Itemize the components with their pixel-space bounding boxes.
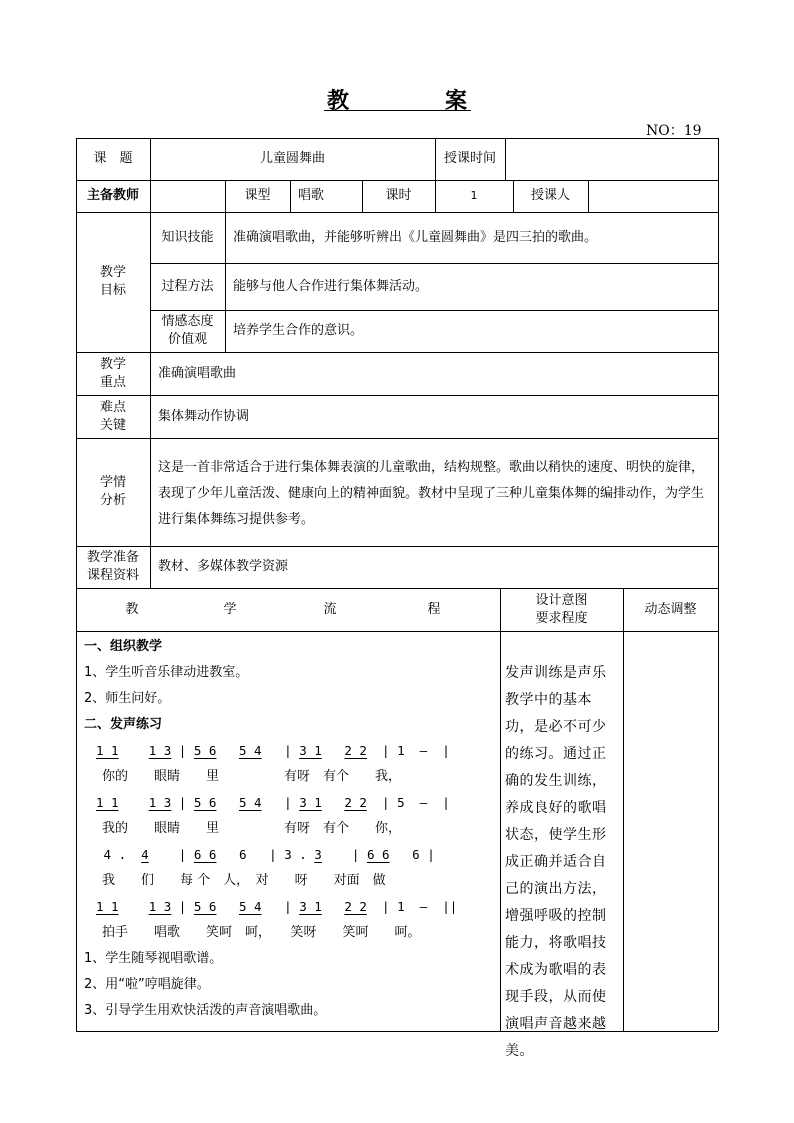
difficulty-label xyxy=(76,395,150,438)
note-group: 4 . xyxy=(103,847,127,862)
table-border-bottom xyxy=(76,1031,718,1032)
dynamic-adjust-header: 动态调整 xyxy=(644,601,697,617)
lesson-number: NO：19 xyxy=(646,123,702,139)
title-left: 教 xyxy=(326,88,349,114)
difficulty-label-line1: 难点 xyxy=(99,399,126,415)
type-value: 唱歌 xyxy=(298,188,325,203)
topic-label: 课 题 xyxy=(93,151,133,166)
preparation-label-line1: 教学准备 xyxy=(86,550,139,565)
process-content xyxy=(78,634,496,1024)
lyric-line: 我 们 每 个 人， 对 呀 对面 做 xyxy=(102,873,386,888)
note-group: 1 1 xyxy=(96,899,119,914)
time-label: 授课时间 xyxy=(443,151,496,166)
note-group: 1 3 xyxy=(148,899,172,914)
emotion-label xyxy=(150,310,225,352)
step-line: 1、学生听音乐律动进教室。 xyxy=(84,665,249,680)
note-group: 5 6 xyxy=(193,795,217,810)
note-group: 6 6 xyxy=(193,847,217,862)
note-group: 1 3 xyxy=(148,743,172,758)
hours-value: 1 xyxy=(470,189,478,202)
analysis-label-line2: 分析 xyxy=(99,493,126,508)
note-group: 5 4 xyxy=(239,899,262,914)
note-group: 3 . xyxy=(284,847,307,862)
note-group: 5 6 xyxy=(193,743,217,758)
title-underline xyxy=(324,110,471,111)
note-group: 3 1 xyxy=(299,899,322,914)
lecturer-value xyxy=(588,180,718,212)
preparation-label xyxy=(76,546,150,588)
barline: || xyxy=(442,899,458,914)
note-group: 5 6 xyxy=(193,899,217,914)
note-group: 3 1 xyxy=(299,795,322,810)
key-point-value: 准确演唱歌曲 xyxy=(158,365,237,381)
teacher-value xyxy=(150,180,225,212)
process-value: 能够与他人合作进行集体舞活动。 xyxy=(233,278,429,294)
lyric-line: 你的 眼睛 里 有呀 有个 我， xyxy=(102,769,402,784)
step-line: 1、学生随琴视唱歌谱。 xyxy=(84,951,223,966)
section-heading: 一、组织教学 xyxy=(84,639,163,654)
preparation-label-line2: 课程资料 xyxy=(86,568,139,583)
time-value xyxy=(505,138,718,180)
design-intent-line1: 设计意图 xyxy=(535,592,588,608)
step-line: 3、引导学生用欢快活泼的声音演唱歌曲。 xyxy=(84,1003,327,1018)
note-group: 5 4 xyxy=(239,743,262,758)
process-header-c4: 程 xyxy=(427,601,441,617)
design-intent-line2: 要求程度 xyxy=(535,610,588,626)
process-header-c3: 流 xyxy=(323,601,337,617)
step-line: 2、师生问好。 xyxy=(84,691,171,706)
note-group: 4 xyxy=(141,847,149,862)
knowledge-label: 知识技能 xyxy=(161,229,214,245)
lyric-line: 拍手 唱歌 笑呵 呵， 笑呀 笑呵 呵。 xyxy=(102,925,421,940)
note-group: 2 2 xyxy=(344,795,367,810)
analysis-label-line1: 学情 xyxy=(99,475,126,490)
notation-line: 1 1 1 3 | 5 6 5 4 | 3 1 2 2 | 1 – || xyxy=(96,899,458,914)
note-group: 3 1 xyxy=(299,743,322,758)
objectives-label xyxy=(76,212,150,352)
topic-value: 儿童圆舞曲 xyxy=(259,151,325,166)
note-group: 1 3 xyxy=(148,795,172,810)
notation-line: 1 1 1 3 | 5 6 5 4 | 3 1 2 2 | 1 – | xyxy=(96,743,450,758)
title-right: 案 xyxy=(445,88,468,114)
objectives-label-line1: 教学 xyxy=(99,265,126,280)
emotion-label-line1: 情感态度 xyxy=(161,314,214,329)
type-label: 课型 xyxy=(244,188,271,203)
design-intent-header xyxy=(500,588,623,631)
note-group: 6 xyxy=(239,847,247,862)
lyric-line: 我的 眼睛 里 有呀 有个 你， xyxy=(102,821,402,836)
note-group: 6 xyxy=(412,847,420,862)
key-point-label xyxy=(76,352,150,395)
col-divider xyxy=(623,588,624,1031)
note-group: 1 – xyxy=(397,743,428,758)
section-heading: 二、发声练习 xyxy=(84,717,163,732)
teacher-label: 主备教师 xyxy=(86,188,139,203)
notation-line: 1 1 1 3 | 5 6 5 4 | 3 1 2 2 | 5 – | xyxy=(96,795,450,810)
difficulty-label-line2: 关键 xyxy=(99,417,126,433)
process-label: 过程方法 xyxy=(161,278,214,294)
hours-label: 课时 xyxy=(385,188,412,203)
note-group: 1 1 xyxy=(96,743,119,758)
col-divider xyxy=(500,588,501,1031)
key-point-label-line1: 教学 xyxy=(99,356,126,372)
note-group: 1 – xyxy=(397,899,428,914)
analysis-text: 这是一首非常适合于进行集体舞表演的儿童歌曲，结构规整。歌曲以稍快的速度、明快的旋律，表现了少年儿童活泼、健康向上的精神面貌。教材中呈现了三种儿童集体舞的编排动作，为学生进行集体舞练习提供参考。 xyxy=(158,460,705,527)
design-intent-text: 发声训练是声乐教学中的基本功，是必不可少的练习。通过正确的发生训练，养成良好的歌唱状态，使学生形成正确并适合自己的演出方法，增强呼吸的控制能力，将歌唱技术成为歌唱的表现手段，从而使演唱声音越来越美。 xyxy=(505,665,607,1059)
analysis-label xyxy=(76,438,150,546)
notation-line: 4 . 4 | 6 6 6 | 3 . 3 | 6 6 6 | xyxy=(103,847,435,862)
barline: | xyxy=(442,743,450,758)
lecturer-label: 授课人 xyxy=(530,188,570,203)
row-divider xyxy=(76,631,718,632)
objectives-label-line2: 目标 xyxy=(99,283,126,298)
table-border-right xyxy=(718,138,719,1031)
emotion-label-line2: 价值观 xyxy=(167,332,207,347)
note-group: 2 2 xyxy=(344,743,367,758)
knowledge-value: 准确演唱歌曲，并能够听辨出《儿童圆舞曲》是四三拍的歌曲。 xyxy=(233,229,598,245)
row-divider xyxy=(76,438,718,439)
note-group: 1 1 xyxy=(96,795,119,810)
note-group: 3 xyxy=(314,847,322,862)
note-group: 2 2 xyxy=(344,899,367,914)
key-point-label-line2: 重点 xyxy=(99,374,126,390)
emotion-value: 培养学生合作的意识。 xyxy=(233,323,364,338)
note-group: 6 6 xyxy=(366,847,390,862)
difficulty-value: 集体舞动作协调 xyxy=(158,408,250,424)
note-group: 5 – xyxy=(397,795,428,810)
process-header-c1: 教 xyxy=(125,601,139,617)
preparation-value: 教材、多媒体教学资源 xyxy=(158,559,289,574)
note-group: 5 4 xyxy=(239,795,262,810)
step-line: 2、用“啦”哼唱旋律。 xyxy=(84,977,210,992)
barline: | xyxy=(442,795,450,810)
process-header-c2: 学 xyxy=(223,601,237,617)
